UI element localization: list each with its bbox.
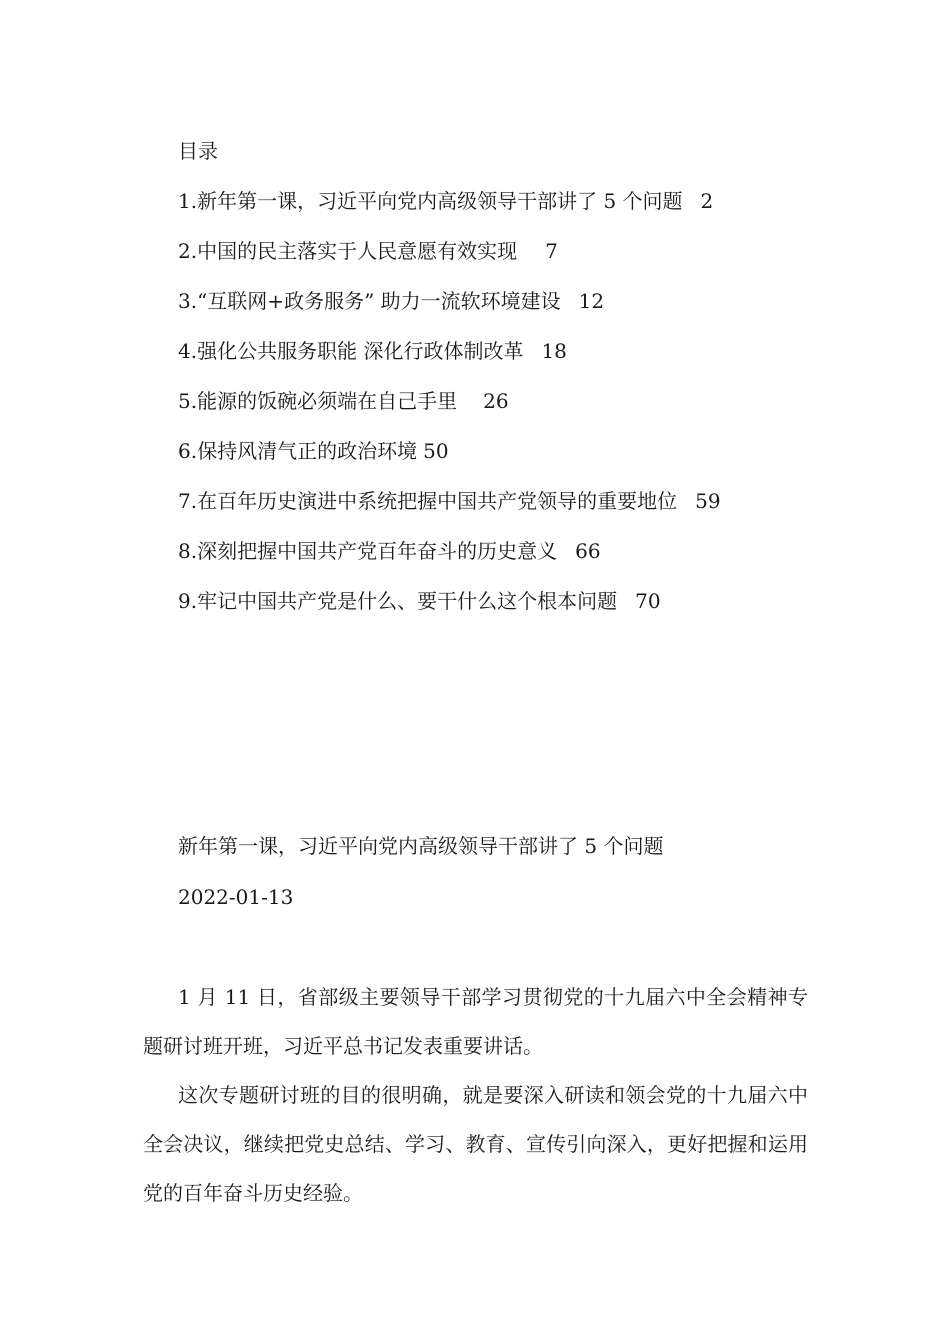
toc-item-page: 50 bbox=[423, 439, 449, 463]
toc-item-page: 26 bbox=[483, 389, 509, 413]
toc-item-label: 5.能源的饭碗必须端在自己手里 bbox=[178, 389, 458, 413]
article-title: 新年第一课，习近平向党内高级领导干部讲了 5 个问题 bbox=[178, 834, 664, 858]
toc-item-label: 3.“互联网+政务服务” 助力一流软环境建设 bbox=[178, 289, 561, 313]
toc-item-label: 8.深刻把握中国共产党百年奋斗的历史意义 bbox=[178, 539, 558, 563]
toc-item-page: 59 bbox=[695, 489, 721, 513]
toc-heading: 目录 bbox=[178, 139, 218, 163]
toc-item[interactable] bbox=[178, 584, 721, 634]
toc-item-page: 18 bbox=[541, 339, 567, 363]
toc-item-page: 7 bbox=[545, 239, 558, 263]
toc-item-label: 6.保持风清气正的政治环境 bbox=[178, 439, 418, 463]
toc-item[interactable] bbox=[178, 184, 721, 234]
toc-item[interactable] bbox=[178, 484, 721, 534]
toc-item-page: 2 bbox=[700, 189, 714, 213]
toc-item[interactable] bbox=[178, 434, 721, 484]
body-paragraph: 这次专题研讨班的目的很明确，就是要深入研读和领会党的十九届六中全会决议，继续把党史总结、学习、教育、宣传引向深入，更好把握和运用党的百年奋斗历史经验。 bbox=[143, 1083, 808, 1205]
toc-item-page: 66 bbox=[575, 539, 601, 563]
toc-item-label: 7.在百年历史演进中系统把握中国共产党领导的重要地位 bbox=[178, 489, 678, 513]
article-date: 2022-01-13 bbox=[178, 885, 294, 909]
table-of-contents bbox=[178, 184, 721, 634]
body-paragraph: 1 月 11 日，省部级主要领导干部学习贯彻党的十九届六中全会精神专题研讨班开班，习近平总书记发表重要讲话。 bbox=[143, 985, 808, 1058]
toc-item-page: 70 bbox=[635, 589, 661, 613]
toc-item[interactable] bbox=[178, 284, 721, 334]
toc-item[interactable] bbox=[178, 334, 721, 384]
toc-item[interactable] bbox=[178, 534, 721, 584]
toc-item[interactable] bbox=[178, 384, 721, 434]
toc-item-label: 1.新年第一课，习近平向党内高级领导干部讲了 5 个问题 bbox=[178, 189, 683, 213]
toc-item-label: 9.牢记中国共产党是什么、要干什么这个根本问题 bbox=[178, 589, 618, 613]
toc-item[interactable] bbox=[178, 234, 721, 284]
toc-item-page: 12 bbox=[578, 289, 605, 313]
toc-item-label: 2.中国的民主落实于人民意愿有效实现 bbox=[178, 239, 518, 263]
toc-item-label: 4.强化公共服务职能 深化行政体制改革 bbox=[178, 339, 524, 363]
